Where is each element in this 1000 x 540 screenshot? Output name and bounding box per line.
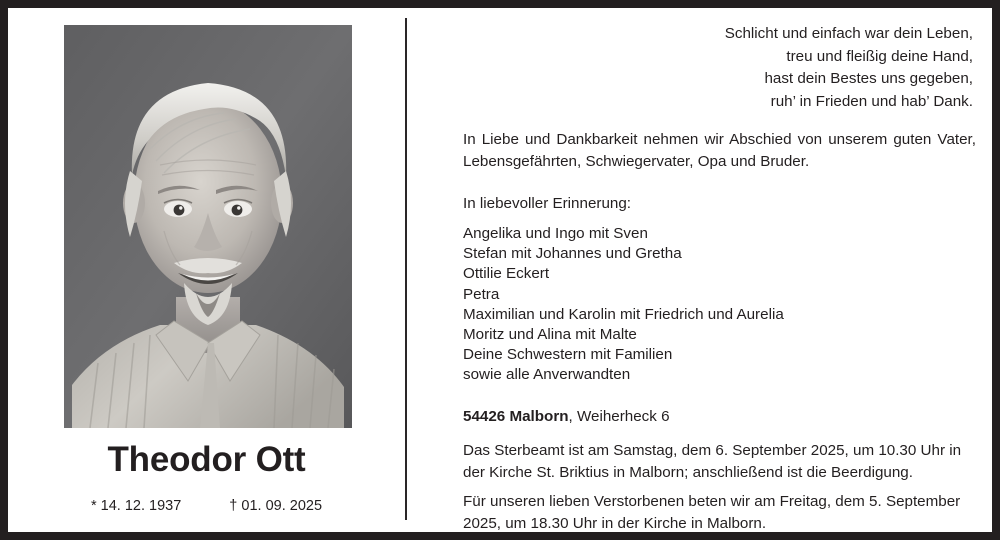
farewell-paragraph: In Liebe und Dankbarkeit nehmen wir Abschied von unserem guten Vater, Lebensgefährten, Schwiegervater, Opa und Bruder. [463,131,976,170]
list-item: sowie alle Anverwandten [463,366,631,384]
list-item: Moritz und Alina mit Malte [463,326,637,344]
list-item: Deine Schwestern mit Familien [463,346,673,364]
memorial-poem [455,23,973,113]
address-postal-city: 54426 Malborn [463,408,569,425]
portrait-photo [64,25,352,428]
funeral-mass-details: Das Sterbeamt ist am Samstag, dem 6. September 2025, um 10.30 Uhr in der Kirche St. Briktius in Malborn; anschließend ist die Beerdigung. [463,442,962,481]
list-item: Ottilie Eckert [463,265,550,283]
birth-star-icon: * [90,498,97,514]
cross-dagger-icon: † [229,498,238,514]
poem-line: Schlicht und einfach war dein Leben, [724,25,973,42]
list-item: Petra [463,285,500,303]
family-list [463,224,973,386]
poem-line: ruh’ in Frieden und hab’ Dank. [770,92,973,110]
poem-line: hast dein Bestes uns gegeben, [764,70,973,87]
remembrance-label: In liebevoller Erinnerung: [463,195,632,212]
list-item: Maximilian und Karolin mit Friedrich und Aurelia [463,305,784,323]
prayer-service-details: Für unseren lieben Verstorbenen beten wir am Freitag, dem 5. September 2025, um 18.30 Uhr in der Kirche in Malborn. [463,493,961,532]
address-line [463,406,670,428]
portrait-illustration [64,25,352,428]
column-divider [405,18,407,520]
death-date [229,498,322,514]
birth-date-value: 14. 12. 1937 [100,498,182,514]
birth-date [91,498,181,514]
left-column [8,8,405,532]
deceased-name: Theodor Ott [107,440,306,479]
life-dates [8,498,405,514]
list-item: Angelika und Ingo mit Sven [463,225,648,242]
death-date-value: 01. 09. 2025 [241,498,323,514]
right-column [455,8,985,532]
list-item: Stefan mit Johannes und Gretha [463,245,682,263]
address-street: , Weiherheck 6 [568,408,670,425]
poem-line: treu und fleißig deine Hand, [786,47,973,65]
